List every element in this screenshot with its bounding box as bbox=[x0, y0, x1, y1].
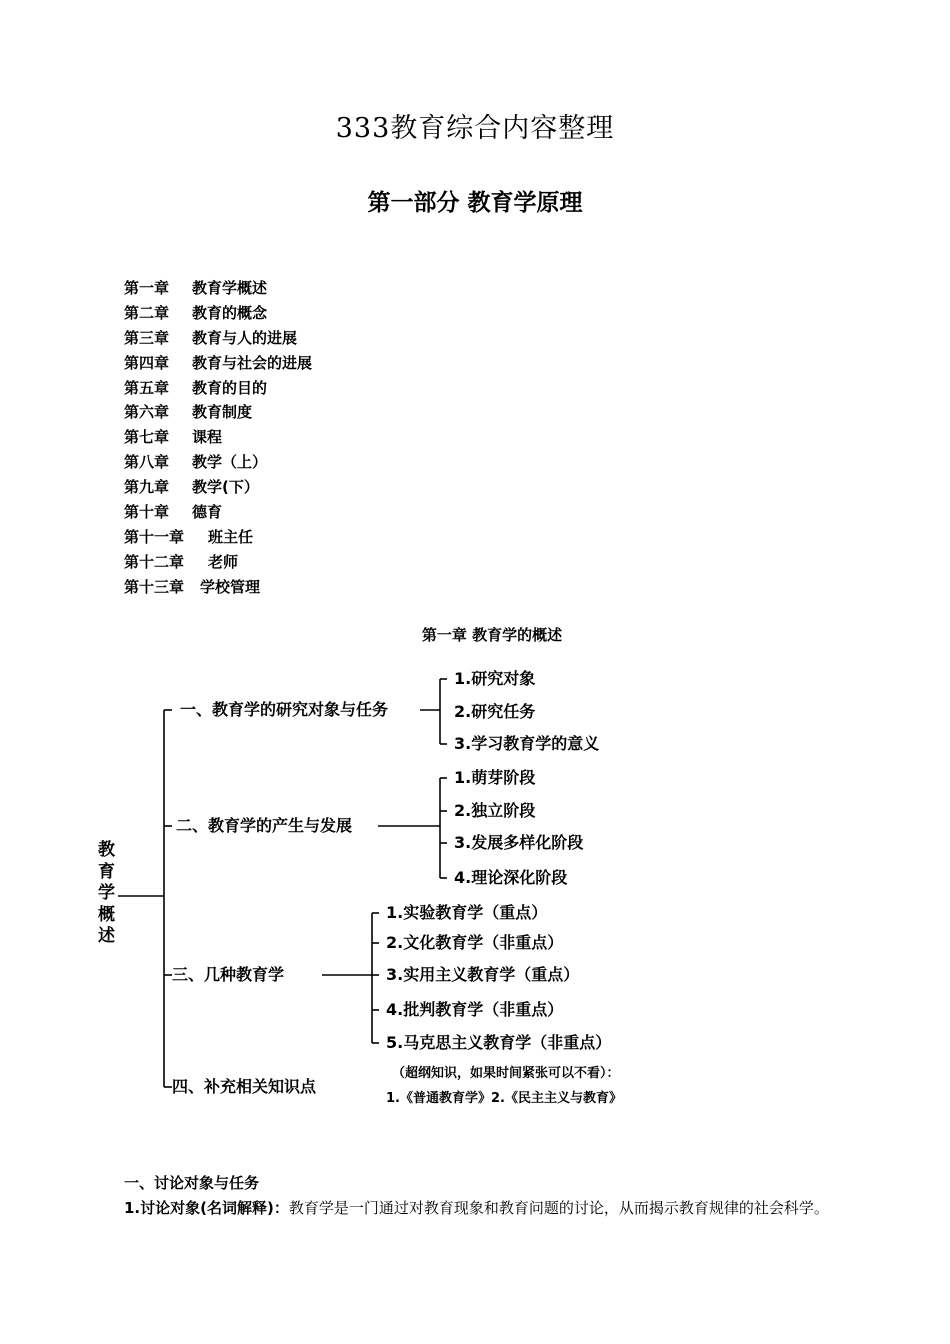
mindmap-leaf: 3.发展多样化阶段 bbox=[454, 833, 584, 852]
toc-chapter-name: 德育 bbox=[192, 503, 223, 522]
toc-chapter-number: 第十一章 bbox=[124, 527, 185, 546]
toc-chapter-number: 第五章 bbox=[124, 378, 170, 397]
toc-chapter-number: 第四章 bbox=[124, 353, 170, 372]
toc-chapter-number: 第十二章 bbox=[124, 552, 185, 571]
definition-term: 1.讨论对象(名词解释)： bbox=[124, 1199, 289, 1217]
mindmap-branch: 一、教育学的研究对象与任务 bbox=[180, 700, 389, 719]
chapter-title: 第一章 教育学的概述 bbox=[421, 626, 563, 644]
mindmap-leaf: 3.学习教育学的意义 bbox=[454, 734, 600, 753]
toc-chapter-number: 第二章 bbox=[124, 303, 170, 322]
toc-chapter-number: 第一章 bbox=[124, 279, 170, 297]
toc-chapter-number: 第八章 bbox=[124, 453, 170, 472]
mindmap-root: 教育学概述 bbox=[98, 840, 115, 946]
document-title: 333教育综合内容整理 bbox=[335, 113, 615, 144]
toc-chapter-name: 教育与人的进展 bbox=[192, 328, 298, 347]
toc-chapter-name: 班主任 bbox=[208, 527, 254, 546]
toc-chapter-number: 第六章 bbox=[124, 403, 170, 422]
toc-chapter-number: 第九章 bbox=[124, 478, 170, 497]
definition-body: 教育学是一门通过对教育现象和教育问题的讨论，从而揭示教育规律的社会科学。 bbox=[288, 1199, 829, 1217]
mindmap-leaf: 5.马克思主义教育学（非重点） bbox=[386, 1033, 612, 1052]
toc-chapter-number: 第十三章 bbox=[124, 577, 185, 596]
definition-paragraph bbox=[88, 1196, 858, 1220]
mindmap-leaf: 4.批判教育学（非重点） bbox=[386, 1000, 564, 1019]
mindmap-leaf: 1.实验教育学（重点） bbox=[386, 903, 548, 922]
toc-chapter-name: 教育制度 bbox=[192, 403, 253, 422]
mindmap-leaf: 2.文化教育学（非重点） bbox=[386, 933, 564, 952]
toc-chapter-number: 第十章 bbox=[124, 503, 170, 522]
mindmap-leaf: 2.研究任务 bbox=[454, 702, 536, 721]
toc-chapter-name: 课程 bbox=[192, 428, 223, 447]
toc-chapter-name: 老师 bbox=[208, 552, 239, 571]
toc-chapter-number: 第七章 bbox=[124, 428, 170, 447]
toc-chapter-name: 教育的目的 bbox=[192, 378, 268, 397]
mindmap-leaf: 4.理论深化阶段 bbox=[454, 868, 568, 887]
mindmap-leaf: 1.研究对象 bbox=[454, 669, 536, 688]
toc-chapter-name: 教学(下） bbox=[192, 478, 259, 497]
toc-chapter-name: 教学（上） bbox=[192, 453, 268, 472]
mindmap-branch: 三、几种教育学 bbox=[172, 965, 285, 984]
mindmap-leaf: 2.独立阶段 bbox=[454, 801, 536, 820]
toc-chapter-number: 第三章 bbox=[124, 328, 170, 347]
mindmap-leaf: 3.实用主义教育学（重点） bbox=[386, 965, 580, 984]
mindmap-leaf: 1.萌芽阶段 bbox=[454, 768, 536, 787]
toc-chapter-name: 学校管理 bbox=[200, 577, 261, 596]
toc-chapter-name: 教育与社会的进展 bbox=[192, 353, 313, 372]
mindmap-note-books: 1.《普通教育学》2.《民主主义与教育》 bbox=[386, 1091, 622, 1106]
toc-chapter-name: 教育学概述 bbox=[192, 279, 268, 297]
mindmap-branch: 二、教育学的产生与发展 bbox=[176, 816, 353, 835]
mindmap-note: （超纲知识，如果时间紧张可以不看）： bbox=[392, 1066, 620, 1081]
mindmap-branch: 四、补充相关知识点 bbox=[172, 1077, 317, 1096]
toc-chapter-name: 教育的概念 bbox=[192, 303, 268, 322]
section-heading: 一、讨论对象与任务 bbox=[124, 1174, 260, 1192]
part-title: 第一部分 教育学原理 bbox=[367, 190, 583, 216]
